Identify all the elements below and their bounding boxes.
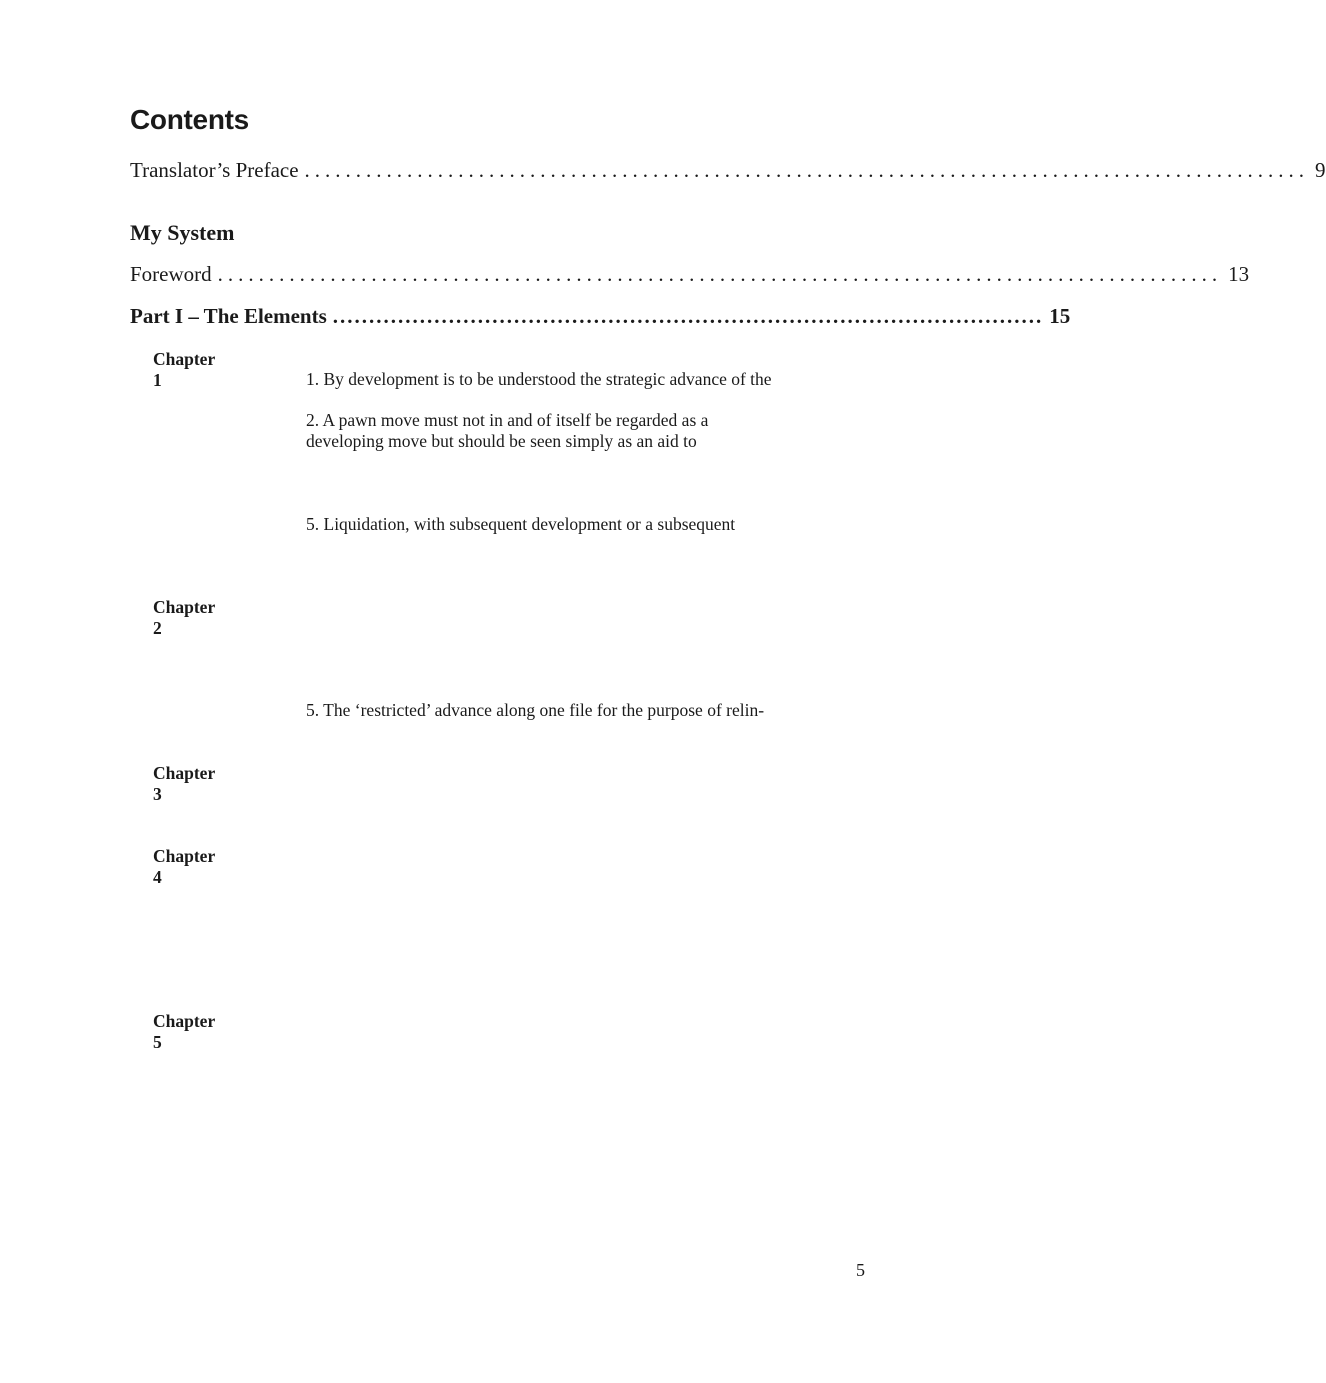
- dot-leader: ..................................................................................................: [217, 262, 1223, 286]
- chapter-label: Chapter 1: [153, 349, 215, 390]
- toc-entry-line: 5. Liquidation, with subsequent development or a subsequent: [306, 513, 736, 534]
- toc-page-number: 15: [1049, 304, 1071, 328]
- toc-page-number: 9: [1315, 158, 1326, 182]
- page-title: Contents: [130, 104, 249, 135]
- dot-leader: ..................................................................................................: [332, 304, 1044, 328]
- toc-entry-line: 5. The ‘restricted’ advance along one file for the purpose of relin-: [306, 699, 765, 720]
- toc-page-number: 13: [1228, 262, 1250, 286]
- toc-entry-preface[interactable]: [130, 158, 1326, 183]
- toc-entry-line: developing move but should be seen simply as an aid to: [306, 430, 697, 451]
- page-number: 5: [856, 1260, 865, 1280]
- chapter-label: Chapter 3: [153, 763, 215, 804]
- section-title: My System: [130, 220, 235, 245]
- toc-entry-label: Part I – The Elements: [130, 304, 327, 328]
- dot-leader: ..................................................................................................: [304, 158, 1310, 182]
- toc-entry-part-1[interactable]: [130, 304, 1071, 329]
- toc-entry-line: 2. A pawn move must not in and of itself be regarded as a: [306, 410, 709, 431]
- chapter-label: Chapter 5: [153, 1011, 215, 1053]
- toc-entry-label: Foreword: [130, 262, 212, 286]
- toc-entry-line: 1. By development is to be understood the strategic advance of the: [306, 368, 772, 389]
- toc-entry-foreword[interactable]: [130, 262, 1250, 287]
- chapter-label: Chapter 4: [153, 845, 215, 887]
- chapter-label: Chapter 2: [153, 597, 215, 639]
- toc-entry-label: Translator’s Preface: [130, 158, 299, 182]
